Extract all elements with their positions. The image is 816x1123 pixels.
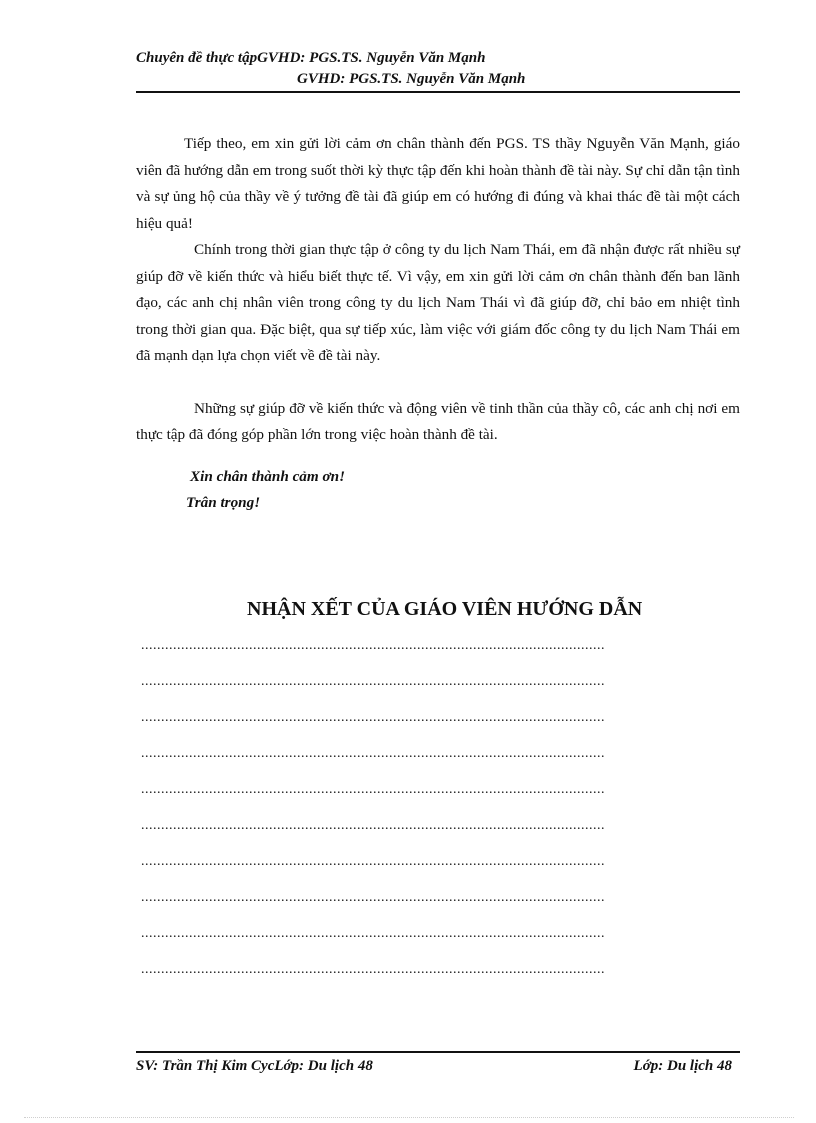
paragraph-3: Những sự giúp đỡ về kiến thức và động viên về tinh thần của thầy cô, các anh chị nơi em thực tập đã đóng góp phần lớn trong việc hoàn thành đề tài. xyxy=(136,399,740,443)
header-rule xyxy=(136,91,740,93)
page-header xyxy=(136,48,740,90)
dotted-line: .................................................................................................................... xyxy=(141,674,605,689)
header-line-2: GVHD: PGS.TS. Nguyễn Văn Mạnh xyxy=(297,71,526,87)
header-line-1: Chuyên đề thực tậpGVHD: PGS.TS. Nguyễn Văn Mạnh xyxy=(136,50,486,66)
footer-class: Lớp: Du lịch 48 xyxy=(633,1058,732,1074)
thanks-line: Xin chân thành cảm ơn! xyxy=(190,468,346,485)
paragraph-1: Tiếp theo, em xin gửi lời cảm ơn chân thành đến PGS. TS thầy Nguyễn Văn Mạnh, giáo viên đã hướng dẫn em trong suốt thời kỳ thực tập đến khi hoàn thành đề tài này. Sự chỉ dẫn tận tình và sự ủng hộ của thầy về ý tưởng đề tài đã giúp em có hướng đi đúng và khai thác đề tài một cách hiệu quả! xyxy=(136,135,740,232)
dotted-line: .................................................................................................................... xyxy=(141,962,605,977)
dotted-line: .................................................................................................................... xyxy=(141,746,605,761)
regards-line: Trân trọng! xyxy=(186,494,261,511)
body-text xyxy=(136,131,740,449)
page-bottom-border xyxy=(24,1117,794,1118)
dotted-line: .................................................................................................................... xyxy=(141,818,605,833)
dotted-line: .................................................................................................................... xyxy=(141,854,605,869)
dotted-line: .................................................................................................................... xyxy=(141,638,605,653)
dotted-line: .................................................................................................................... xyxy=(141,782,605,797)
dotted-line: .................................................................................................................... xyxy=(141,710,605,725)
footer-rule xyxy=(136,1051,740,1053)
dotted-line: .................................................................................................................... xyxy=(141,926,605,941)
footer-student: SV: Trần Thị Kim CycLớp: Du lịch 48 xyxy=(136,1058,373,1074)
dotted-line: .................................................................................................................... xyxy=(141,890,605,905)
review-dotted-lines xyxy=(141,634,719,994)
paragraph-2: Chính trong thời gian thực tập ở công ty du lịch Nam Thái, em đã nhận được rất nhiều sự giúp đỡ về kiến thức và hiểu biết thực tế. Vì vậy, em xin gửi lời cảm ơn chân thành đến ban lãnh đạo, các anh chị nhân viên trong công ty du lịch Nam Thái vì đã giúp đỡ, chỉ bảo em nhiệt tình trong thời gian qua. Đặc biệt, qua sự tiếp xúc, làm việc với giám đốc công ty du lịch Nam Thái em đã mạnh dạn lựa chọn viết về đề tài này. xyxy=(136,241,740,364)
review-section-title: NHẬN XẾT CỦA GIÁO VIÊN HƯỚNG DẪN xyxy=(247,598,643,620)
